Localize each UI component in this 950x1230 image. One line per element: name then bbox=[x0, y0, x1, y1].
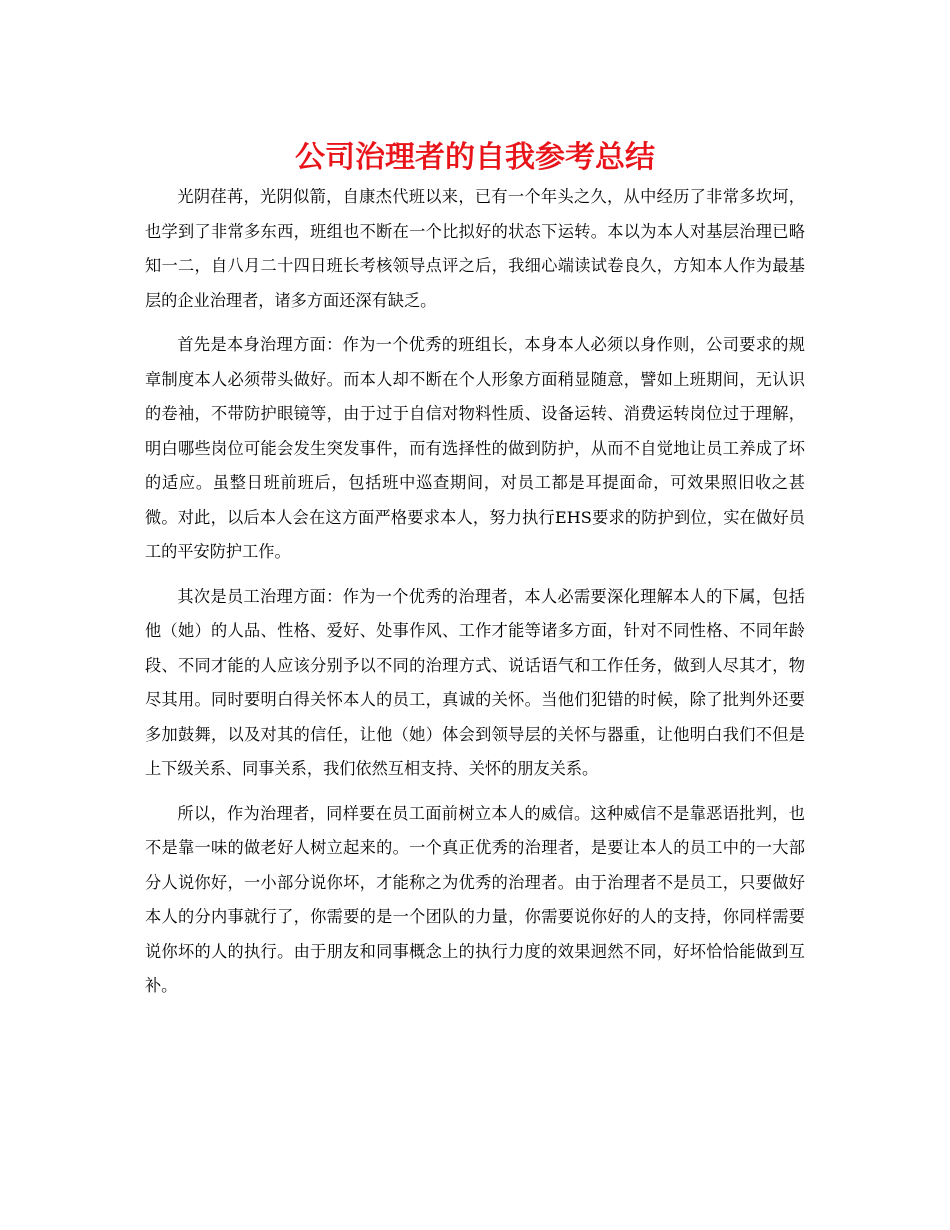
document-title: 公司治理者的自我参考总结 bbox=[295, 140, 655, 175]
paragraph-3: 其次是员工治理方面：作为一个优秀的治理者，本人必需要深化理解本人的下属，包括他（她）的人品、性格、爱好、处事作风、工作才能等诸多方面，针对不同性格、不同年龄段、不同才能的人应该分别予以不同的治理方式、说话语气和工作任务，做到人尽其才，物尽其用。同时要明白得关怀本人的员工，真诚的关怀。当他们犯错的时候，除了批判外还要多加鼓舞，以及对其的信任，让他（她）体会到领导层的关怀与器重，让他明白我们不但是上下级关系、同事关系，我们依然互相支持、关怀的朋友关系。 bbox=[145, 586, 805, 778]
document-body bbox=[145, 180, 805, 1014]
paragraph-1: 光阴荏苒，光阴似箭，自康杰代班以来，已有一个年头之久，从中经历了非常多坎坷，也学到了非常多东西，班组也不断在一个比拟好的状态下运转。本以为本人对基层治理已略知一二，自八月二十四日班长考核领导点评之后，我细心端读试卷良久，方知本人作为最基层的企业治理者，诸多方面还深有缺乏。 bbox=[145, 187, 805, 310]
paragraph-4: 所以，作为治理者，同样要在员工面前树立本人的威信。这种威信不是靠恶语批判，也不是靠一味的做老好人树立起来的。一个真正优秀的治理者，是要让本人的员工中的一大部分人说你好，一小部分说你坏，才能称之为优秀的治理者。由于治理者不是员工，只要做好本人的分内事就行了，你需要的是一个团队的力量，你需要说你好的人的支持，你同样需要说你坏的人的执行。由于朋友和同事概念上的执行力度的效果迥然不同，好坏恰恰能做到互补。 bbox=[145, 803, 805, 995]
paragraph-2: 首先是本身治理方面：作为一个优秀的班组长，本身本人必须以身作则，公司要求的规章制度本人必须带头做好。而本人却不断在个人形象方面稍显随意，譬如上班期间，无认识的卷袖，不带防护眼镜等，由于过于自信对物料性质、设备运转、消费运转岗位过于理解，明白哪些岗位可能会发生突发事件，而有选择性的做到防护，从而不自觉地让员工养成了坏的适应。虽整日班前班后，包括班中巡查期间，对员工都是耳提面命，可效果照旧收之甚微。对此，以后本人会在这方面严格要求本人，努力执行EHS要求的防护到位，实在做好员工的平安防护工作。 bbox=[145, 335, 805, 561]
